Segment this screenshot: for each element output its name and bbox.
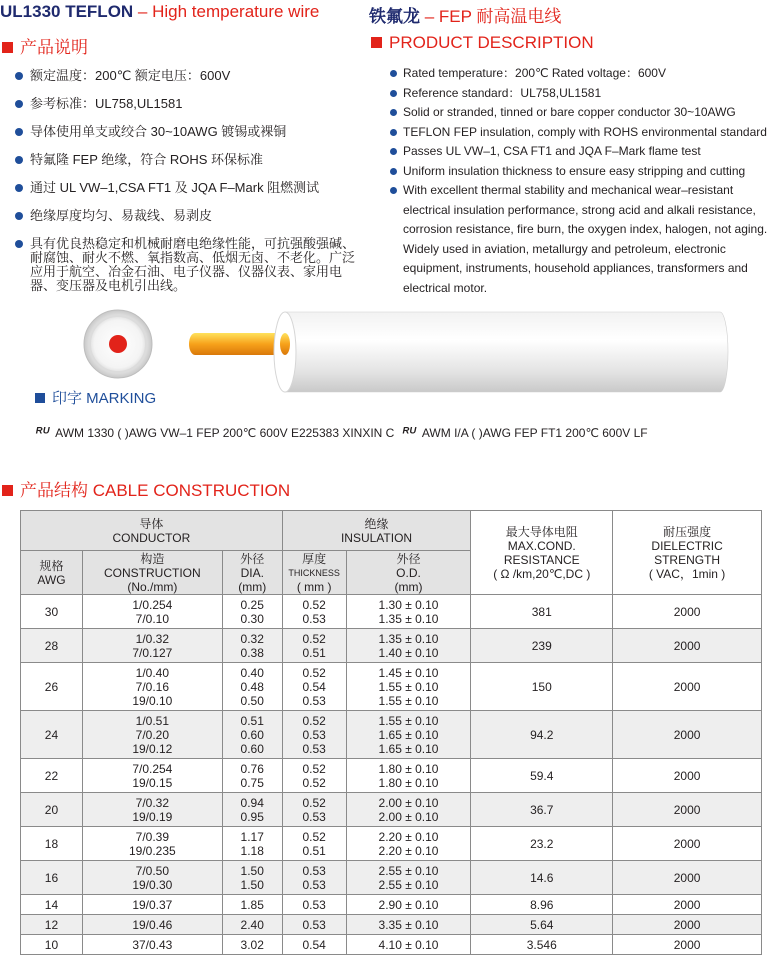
cell-dielectric: 2000 <box>613 595 762 629</box>
title-chinese: 铁氟龙 – FEP 耐高温电线 <box>369 7 562 26</box>
cell-dia: 2.40 <box>222 915 282 935</box>
cell-construction: 19/0.37 <box>82 895 222 915</box>
cell-dielectric: 2000 <box>613 935 762 955</box>
description-item: 额定温度：200℃ 额定电压：600V <box>0 69 365 83</box>
cell-dielectric: 2000 <box>613 663 762 711</box>
table-row <box>21 895 762 915</box>
cell-resistance: 36.7 <box>471 793 613 827</box>
description-item: Uniform insulation thickness to ensure easy stripping and cutting <box>370 162 782 182</box>
square-bullet-icon <box>35 393 45 403</box>
description-item: 特氟隆 FEP 绝缘，符合 ROHS 环保标准 <box>0 153 365 167</box>
cell-thickness: 0.52 0.51 <box>282 827 346 861</box>
ul-recognized-icon: ᴿᵁ <box>401 424 416 440</box>
cell-dia: 1.85 <box>222 895 282 915</box>
cell-awg: 20 <box>21 793 83 827</box>
description-list-cn <box>0 69 365 307</box>
ul-listed-icon: ᴿᵁ <box>35 424 50 440</box>
cell-resistance: 3.546 <box>471 935 613 955</box>
cell-thickness: 0.52 0.53 0.53 <box>282 711 346 759</box>
cell-resistance: 239 <box>471 629 613 663</box>
square-bullet-icon <box>2 485 13 496</box>
cell-thickness: 0.53 <box>282 895 346 915</box>
cell-construction: 7/0.39 19/0.235 <box>82 827 222 861</box>
cable-illustration <box>80 300 730 395</box>
header-awg: 规格 AWG <box>21 551 83 595</box>
cell-od: 2.20 ± 0.10 2.20 ± 0.10 <box>346 827 471 861</box>
cell-awg: 10 <box>21 935 83 955</box>
cell-construction: 1/0.32 7/0.127 <box>82 629 222 663</box>
cell-construction: 37/0.43 <box>82 935 222 955</box>
cell-resistance: 94.2 <box>471 711 613 759</box>
cell-construction: 1/0.254 7/0.10 <box>82 595 222 629</box>
description-item: Reference standard：UL758,UL1581 <box>370 84 782 104</box>
cell-dielectric: 2000 <box>613 895 762 915</box>
cell-awg: 28 <box>21 629 83 663</box>
cell-dia: 1.17 1.18 <box>222 827 282 861</box>
table-row <box>21 935 762 955</box>
description-item: 绝缘厚度均匀、易裁线、易剥皮 <box>0 209 365 223</box>
construction-table-body <box>21 595 762 955</box>
description-item: TEFLON FEP insulation, comply with ROHS environmental standard <box>370 123 782 143</box>
cell-thickness: 0.53 <box>282 915 346 935</box>
header-od: 外径 O.D. (mm) <box>346 551 471 595</box>
description-item: 参考标准：UL758,UL1581 <box>0 97 365 111</box>
section-title-cn: 产品说明 <box>2 33 88 58</box>
table-row <box>21 915 762 935</box>
table-row <box>21 759 762 793</box>
description-item: With excellent thermal stability and mechanical wear–resistant electrical insulation performance, strong acid and alkali resistance, corrosion resistance, fire burn, the oxygen index, halogen, not aging. Widely used in aviation, metallurgy and petroleum, electronic equipment, instruments, household appliances, transformers and electrical motor. <box>370 181 782 298</box>
cell-resistance: 59.4 <box>471 759 613 793</box>
cell-od: 1.30 ± 0.10 1.35 ± 0.10 <box>346 595 471 629</box>
description-item: Solid or stranded, tinned or bare copper conductor 30~10AWG <box>370 103 782 123</box>
construction-table <box>20 510 762 955</box>
cell-awg: 24 <box>21 711 83 759</box>
cell-thickness: 0.52 0.52 <box>282 759 346 793</box>
section-title-marking: 印字 MARKING <box>35 387 156 408</box>
header-resistance: 最大导体电阻 MAX.COND. RESISTANCE ( Ω /km,20℃,DC ) <box>471 511 613 595</box>
cell-od: 1.80 ± 0.10 1.80 ± 0.10 <box>346 759 471 793</box>
cell-awg: 12 <box>21 915 83 935</box>
cell-resistance: 5.64 <box>471 915 613 935</box>
section-title-construction: 产品结构 CABLE CONSTRUCTION <box>2 476 290 501</box>
cell-dielectric: 2000 <box>613 759 762 793</box>
cell-resistance: 14.6 <box>471 861 613 895</box>
cell-resistance: 23.2 <box>471 827 613 861</box>
table-row <box>21 711 762 759</box>
cell-od: 2.00 ± 0.10 2.00 ± 0.10 <box>346 793 471 827</box>
table-row <box>21 793 762 827</box>
description-list-en <box>370 64 782 298</box>
table-row <box>21 663 762 711</box>
marking-text <box>35 424 648 440</box>
cell-od: 1.45 ± 0.10 1.55 ± 0.10 1.55 ± 0.10 <box>346 663 471 711</box>
header-conductor: 导体 CONDUCTOR <box>21 511 283 551</box>
header-dia: 外径 DIA. (mm) <box>222 551 282 595</box>
cell-dia: 3.02 <box>222 935 282 955</box>
cell-dielectric: 2000 <box>613 711 762 759</box>
cell-thickness: 0.52 0.53 <box>282 793 346 827</box>
cell-od: 2.90 ± 0.10 <box>346 895 471 915</box>
title-english: UL1330 TEFLON – High temperature wire <box>0 2 320 21</box>
cell-dielectric: 2000 <box>613 827 762 861</box>
table-row <box>21 629 762 663</box>
header-dielectric: 耐压强度 DIELECTRIC STRENGTH ( VAC，1min ) <box>613 511 762 595</box>
cell-awg: 16 <box>21 861 83 895</box>
description-item: Passes UL VW–1, CSA FT1 and JQA F–Mark flame test <box>370 142 782 162</box>
cell-od: 3.35 ± 0.10 <box>346 915 471 935</box>
cell-dia: 0.25 0.30 <box>222 595 282 629</box>
cell-dia: 0.51 0.60 0.60 <box>222 711 282 759</box>
cell-dielectric: 2000 <box>613 915 762 935</box>
description-item: Rated temperature：200℃ Rated voltage：600V <box>370 64 782 84</box>
cell-thickness: 0.53 0.53 <box>282 861 346 895</box>
cell-construction: 19/0.46 <box>82 915 222 935</box>
cell-resistance: 381 <box>471 595 613 629</box>
description-item: 导体使用单支或绞合 30~10AWG 镀锡或裸铜 <box>0 125 365 139</box>
cell-thickness: 0.52 0.54 0.53 <box>282 663 346 711</box>
marking-text-2: AWM I/A ( )AWG FEP FT1 200℃ 600V LF <box>421 426 648 440</box>
header-thickness: 厚度 THICKNESS ( mm ) <box>282 551 346 595</box>
cell-od: 1.35 ± 0.10 1.40 ± 0.10 <box>346 629 471 663</box>
cell-thickness: 0.52 0.53 <box>282 595 346 629</box>
cell-awg: 26 <box>21 663 83 711</box>
cell-dielectric: 2000 <box>613 861 762 895</box>
cell-resistance: 8.96 <box>471 895 613 915</box>
table-row <box>21 827 762 861</box>
cell-construction: 1/0.51 7/0.20 19/0.12 <box>82 711 222 759</box>
cell-construction: 1/0.40 7/0.16 19/0.10 <box>82 663 222 711</box>
marking-text-1: AWM 1330 ( )AWG VW–1 FEP 200℃ 600V E225383 XINXIN C <box>55 426 395 440</box>
square-bullet-icon <box>371 37 382 48</box>
cell-dia: 0.32 0.38 <box>222 629 282 663</box>
cell-od: 1.55 ± 0.10 1.65 ± 0.10 1.65 ± 0.10 <box>346 711 471 759</box>
table-row <box>21 595 762 629</box>
table-row <box>21 861 762 895</box>
cell-dielectric: 2000 <box>613 629 762 663</box>
cell-construction: 7/0.254 19/0.15 <box>82 759 222 793</box>
section-title-en: PRODUCT DESCRIPTION <box>371 33 594 53</box>
cell-thickness: 0.54 <box>282 935 346 955</box>
cell-dia: 1.50 1.50 <box>222 861 282 895</box>
header-construction: 构造 CONSTRUCTION (No./mm) <box>82 551 222 595</box>
description-item: 具有优良热稳定和机械耐磨电绝缘性能，可抗强酸强碱、耐腐蚀、耐火不燃、氧指数高、低烟无卤、不老化。广泛应用于航空、冶金石油、电子仪器、仪器仪表、家用电器、变压器及电机引出线。 <box>0 237 365 293</box>
cell-od: 2.55 ± 0.10 2.55 ± 0.10 <box>346 861 471 895</box>
cell-awg: 18 <box>21 827 83 861</box>
cell-dia: 0.40 0.48 0.50 <box>222 663 282 711</box>
cell-awg: 22 <box>21 759 83 793</box>
description-item: 通过 UL VW–1,CSA FT1 及 JQA F–Mark 阻燃测试 <box>0 181 365 195</box>
cell-construction: 7/0.50 19/0.30 <box>82 861 222 895</box>
cell-awg: 14 <box>21 895 83 915</box>
cell-od: 4.10 ± 0.10 <box>346 935 471 955</box>
cell-construction: 7/0.32 19/0.19 <box>82 793 222 827</box>
cable-cross-section <box>84 310 152 378</box>
cell-dia: 0.76 0.75 <box>222 759 282 793</box>
square-bullet-icon <box>2 42 13 53</box>
header-insulation: 绝缘 INSULATION <box>282 511 471 551</box>
cell-resistance: 150 <box>471 663 613 711</box>
cell-thickness: 0.52 0.51 <box>282 629 346 663</box>
cable-side-view <box>189 312 728 392</box>
cell-dia: 0.94 0.95 <box>222 793 282 827</box>
cell-awg: 30 <box>21 595 83 629</box>
cell-dielectric: 2000 <box>613 793 762 827</box>
